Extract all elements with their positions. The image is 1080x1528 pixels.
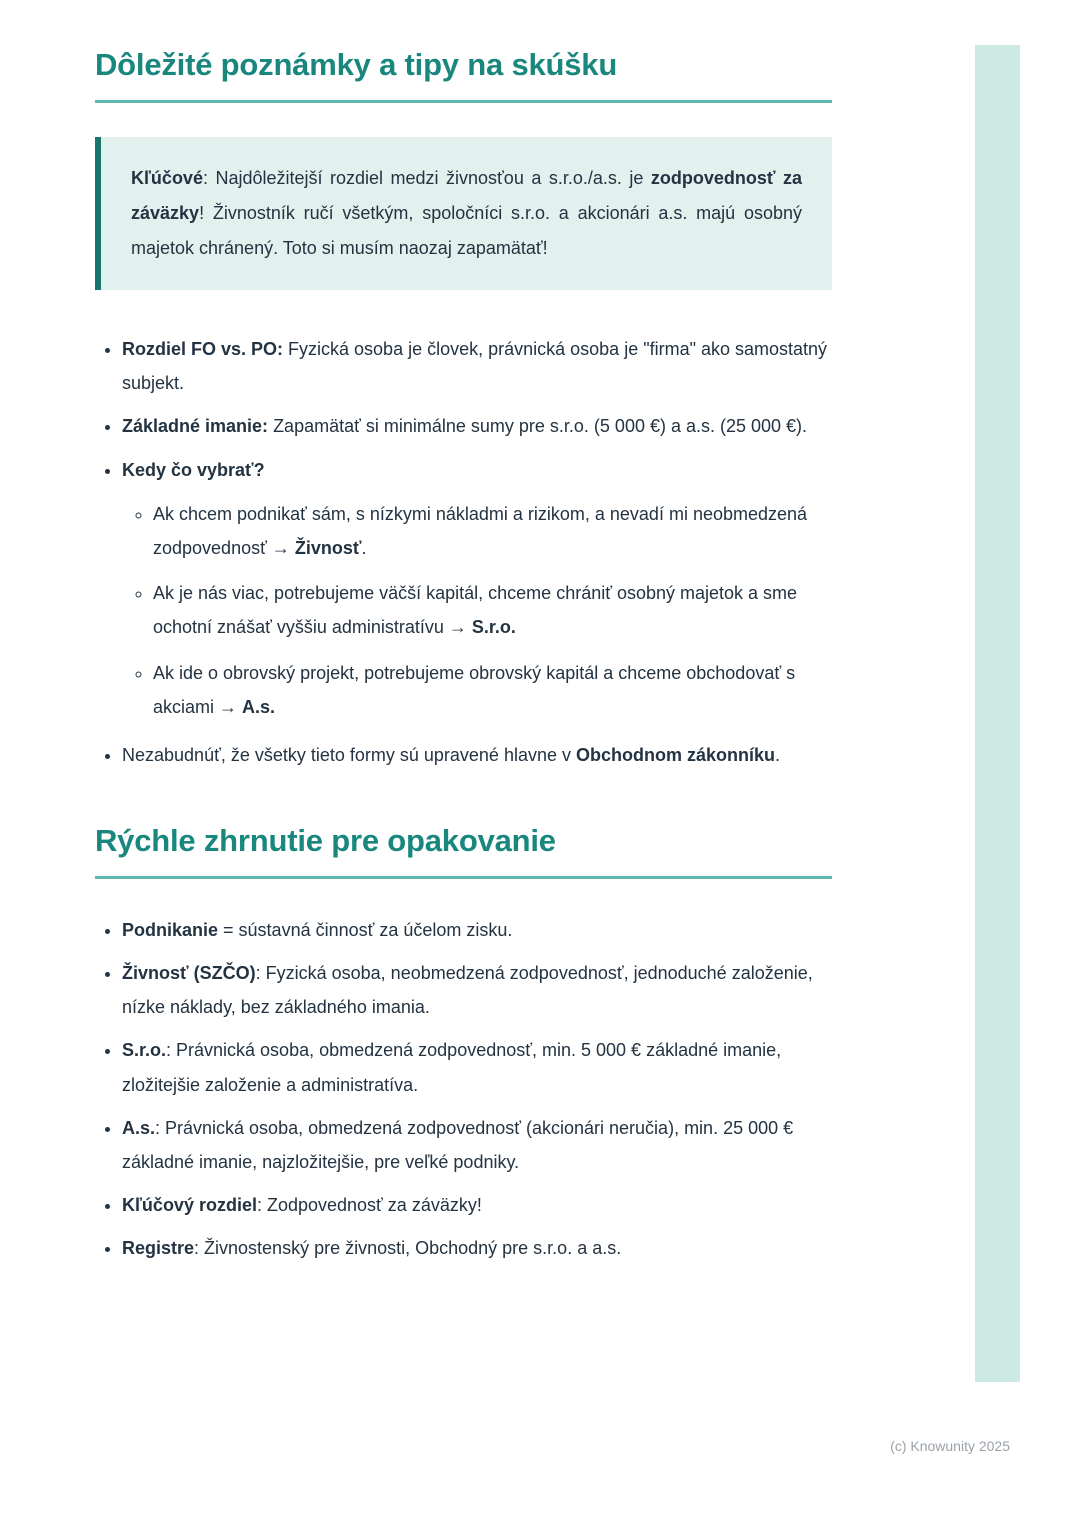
- page-title: Dôležité poznámky a tipy na skúšku: [95, 47, 618, 82]
- summary-list: [95, 913, 832, 1266]
- list-item: [122, 453, 832, 724]
- right-accent-bar: [975, 45, 1020, 1382]
- key-callout: [95, 137, 832, 290]
- list-item: • Živnosť (SZČO): Fyzická osoba, neobmedzená zodpovednosť, jednoduché založenie, nízke náklady, bez základného imania.: [122, 956, 832, 1024]
- section-notes: [95, 46, 832, 772]
- section-title-rule: [95, 876, 832, 879]
- list-item: • Nezabudnúť, že všetky tieto formy sú upravené hlavne v Obchodnom zákonníku.: [122, 738, 832, 772]
- list-item: • Kľúčový rozdiel: Zodpovednosť za záväzky!: [122, 1188, 832, 1222]
- content-column: [95, 46, 832, 1275]
- list-item: • Registre: Živnostenský pre živnosti, Obchodný pre s.r.o. a a.s.: [122, 1231, 832, 1265]
- sub-list-item: ◦ Ak chcem podnikať sám, s nízkymi nákladmi a rizikom, a nevadí mi neobmedzená zodpovednosť → Živnosť.: [153, 497, 832, 565]
- choice-sublist: [122, 497, 832, 724]
- list-item: • Podnikanie = sústavná činnosť za účelom zisku.: [122, 913, 832, 947]
- list-item: • Základné imanie: Zapamätať si minimálne sumy pre s.r.o. (5 000 €) a a.s. (25 000 €).: [122, 409, 832, 443]
- section-title-summary: Rýchle zhrnutie pre opakovanie: [95, 823, 556, 859]
- list-item: • Rozdiel FO vs. PO: Fyzická osoba je človek, právnická osoba je "firma" ako samostatný subjekt.: [122, 332, 832, 400]
- notes-list: [95, 332, 832, 772]
- copyright-text: (c) Knowunity 2025: [890, 1438, 1010, 1454]
- sub-list-item: ◦ Ak je nás viac, potrebujeme väčší kapitál, chceme chrániť osobný majetok a sme ochotní znášať vyššiu administratívu → S.r.o.: [153, 576, 832, 644]
- list-item-text: Kedy čo vybrať?: [122, 459, 265, 480]
- list-item: • S.r.o.: Právnická osoba, obmedzená zodpovednosť, min. 5 000 € základné imanie, zložitejšie založenie a administratíva.: [122, 1033, 832, 1101]
- section-summary: [95, 822, 832, 1265]
- sub-list-item: ◦ Ak ide o obrovský projekt, potrebujeme obrovský kapitál a chceme obchodovať s akciami → A.s.: [153, 656, 832, 724]
- list-item: • A.s.: Právnická osoba, obmedzená zodpovednosť (akcionári neručia), min. 25 000 € základné imanie, najzložitejšie, pre veľké podniky.: [122, 1111, 832, 1179]
- section-title-rule: [95, 100, 832, 103]
- callout-text: Kľúčové: Najdôležitejší rozdiel medzi živnosťou a s.r.o./a.s. je zodpovednosť za záväzky! Živnostník ručí všetkým, spoločníci s.r.o. a akcionári a.s. majú osobný majetok chránený. Toto si musím naozaj zapamätať!: [131, 167, 802, 258]
